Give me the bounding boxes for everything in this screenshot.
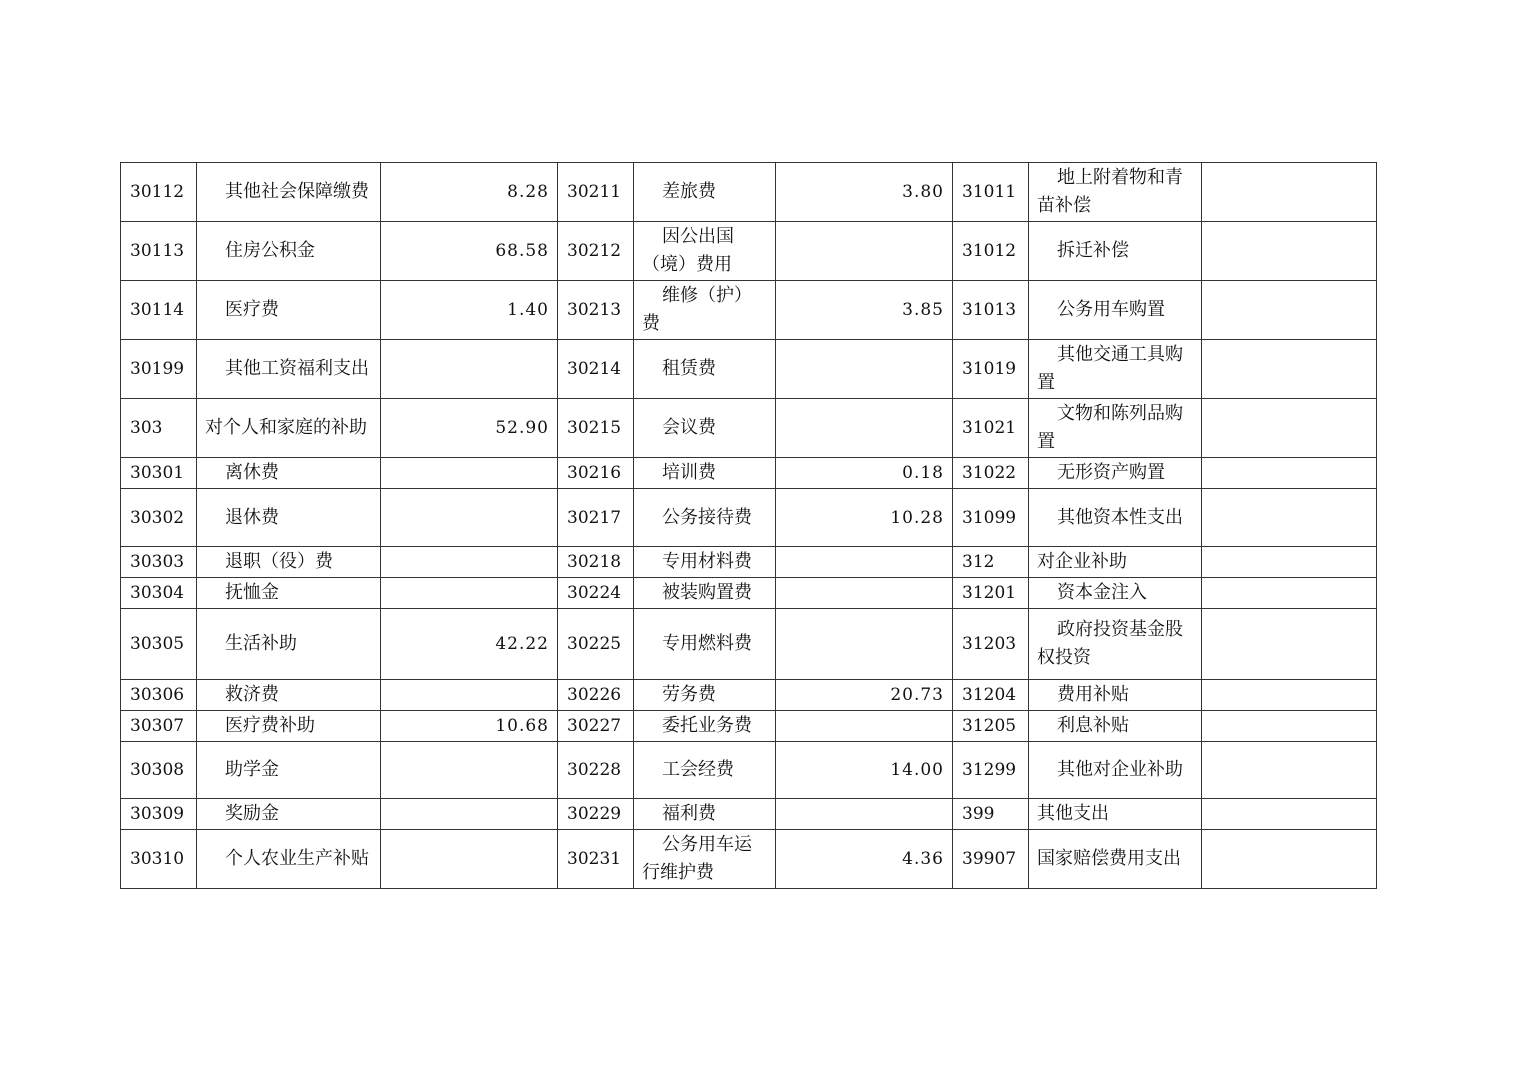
table-row [121, 799, 1377, 830]
account-code-cell: 30217 [558, 489, 634, 547]
account-code-cell: 30306 [121, 680, 197, 711]
account-name-cell [1029, 609, 1202, 680]
account-code-cell: 31201 [953, 578, 1029, 609]
account-name-label: 费用补贴 [1057, 684, 1129, 705]
account-name-label: 利息补贴 [1057, 715, 1129, 736]
account-code-cell: 30224 [558, 578, 634, 609]
account-name-label: 退职（役）费 [225, 551, 333, 572]
account-name-label: 生活补助 [225, 633, 297, 654]
account-code-cell: 30301 [121, 458, 197, 489]
account-name-text [205, 548, 225, 576]
account-name-label: 救济费 [225, 684, 279, 705]
account-name-text [642, 800, 662, 828]
account-name-cell [1029, 489, 1202, 547]
account-code-cell: 30304 [121, 578, 197, 609]
amount-cell [1202, 680, 1377, 711]
account-name-label: 其他社会保障缴费 [225, 181, 369, 202]
account-code-cell: 30216 [558, 458, 634, 489]
account-name-cell [1029, 711, 1202, 742]
table-row [121, 489, 1377, 547]
account-name-cell [634, 578, 776, 609]
account-code-cell: 31099 [953, 489, 1029, 547]
account-code-cell: 30114 [121, 281, 197, 340]
account-name-text [1037, 756, 1057, 784]
amount-cell [381, 489, 558, 547]
amount-cell: 3.80 [776, 163, 953, 222]
account-name-label: 地上附着物和青苗补偿 [1037, 167, 1183, 216]
account-name-text [1037, 579, 1057, 607]
amount-cell [1202, 458, 1377, 489]
amount-cell [381, 830, 558, 889]
amount-cell: 1.40 [381, 281, 558, 340]
account-code-cell: 31203 [953, 609, 1029, 680]
amount-cell: 20.73 [776, 680, 953, 711]
account-name-text [642, 459, 662, 487]
account-code-cell: 30231 [558, 830, 634, 889]
account-name-text [1037, 237, 1057, 265]
account-name-label: 会议费 [662, 417, 716, 438]
account-name-cell [197, 742, 381, 799]
account-code-cell: 30211 [558, 163, 634, 222]
account-name-text [205, 296, 225, 324]
account-name-cell [197, 711, 381, 742]
account-name-label: 国家赔偿费用支出 [1037, 848, 1181, 869]
amount-cell [1202, 281, 1377, 340]
account-name-cell [1029, 340, 1202, 399]
account-code-cell: 30215 [558, 399, 634, 458]
account-name-cell [1029, 578, 1202, 609]
table-body [121, 163, 1377, 889]
account-code-cell: 31013 [953, 281, 1029, 340]
account-name-label: 差旅费 [662, 181, 716, 202]
account-name-text [1037, 616, 1057, 644]
account-code-cell: 31011 [953, 163, 1029, 222]
account-name-cell [1029, 399, 1202, 458]
account-name-cell [634, 711, 776, 742]
account-name-label: 委托业务费 [662, 715, 752, 736]
account-name-cell [197, 458, 381, 489]
account-name-text [642, 630, 662, 658]
account-name-cell [1029, 547, 1202, 578]
account-name-text [642, 178, 662, 206]
table-row [121, 222, 1377, 281]
account-name-label: 医疗费补助 [225, 715, 315, 736]
account-name-cell [1029, 680, 1202, 711]
account-code-cell: 31205 [953, 711, 1029, 742]
amount-cell: 42.22 [381, 609, 558, 680]
amount-cell [776, 609, 953, 680]
account-name-text [205, 845, 225, 873]
account-name-cell [197, 547, 381, 578]
table-row [121, 711, 1377, 742]
account-code-cell: 30302 [121, 489, 197, 547]
account-name-text [642, 355, 662, 383]
account-name-label: 无形资产购置 [1057, 462, 1165, 483]
account-name-label: 其他资本性支出 [1057, 506, 1183, 528]
amount-cell [776, 547, 953, 578]
account-code-cell: 30228 [558, 742, 634, 799]
account-name-text [1037, 459, 1057, 487]
table-row [121, 742, 1377, 799]
account-name-cell [1029, 163, 1202, 222]
amount-cell [1202, 742, 1377, 799]
account-name-cell [634, 547, 776, 578]
amount-cell: 10.28 [776, 489, 953, 547]
account-name-label: 资本金注入 [1057, 582, 1147, 603]
account-name-label: 政府投资基金股权投资 [1037, 619, 1183, 668]
account-name-label: 因公出国（境）费用 [642, 226, 734, 275]
account-name-text [1037, 341, 1057, 369]
account-code-cell: 30303 [121, 547, 197, 578]
amount-cell [381, 547, 558, 578]
account-name-cell [197, 609, 381, 680]
account-name-text [642, 756, 662, 784]
account-name-label: 公务用车购置 [1057, 299, 1165, 320]
amount-cell [1202, 340, 1377, 399]
account-name-label: 公务接待费 [662, 506, 752, 528]
table-row [121, 281, 1377, 340]
account-name-label: 租赁费 [662, 358, 716, 379]
account-name-text [205, 712, 225, 740]
account-code-cell: 30112 [121, 163, 197, 222]
account-name-cell [634, 281, 776, 340]
account-name-cell [1029, 799, 1202, 830]
account-code-cell: 31021 [953, 399, 1029, 458]
account-name-cell [634, 458, 776, 489]
account-name-text [1037, 712, 1057, 740]
account-name-label: 医疗费 [225, 299, 279, 320]
table-row [121, 578, 1377, 609]
amount-cell [776, 578, 953, 609]
table-row [121, 399, 1377, 458]
amount-cell: 52.90 [381, 399, 558, 458]
amount-cell: 8.28 [381, 163, 558, 222]
account-name-label: 住房公积金 [225, 240, 315, 261]
amount-cell [381, 680, 558, 711]
account-name-label: 劳务费 [662, 684, 716, 705]
account-code-cell: 39907 [953, 830, 1029, 889]
account-name-cell [1029, 742, 1202, 799]
account-code-cell: 30213 [558, 281, 634, 340]
account-code-cell: 30227 [558, 711, 634, 742]
account-code-cell: 30225 [558, 609, 634, 680]
account-name-text [205, 178, 225, 206]
account-code-cell: 30212 [558, 222, 634, 281]
account-name-text [1037, 504, 1057, 532]
amount-cell [1202, 609, 1377, 680]
account-name-label: 拆迁补偿 [1057, 240, 1129, 261]
account-code-cell: 30214 [558, 340, 634, 399]
amount-cell [1202, 547, 1377, 578]
account-name-cell [634, 830, 776, 889]
account-name-text [642, 712, 662, 740]
account-name-text [642, 414, 662, 442]
account-name-text [205, 630, 225, 658]
account-code-cell: 30229 [558, 799, 634, 830]
account-name-cell [634, 399, 776, 458]
account-name-cell [197, 680, 381, 711]
account-name-label: 工会经费 [662, 759, 734, 780]
account-code-cell: 30226 [558, 680, 634, 711]
account-name-cell [1029, 458, 1202, 489]
account-name-text [205, 459, 225, 487]
table-row [121, 830, 1377, 889]
account-name-label: 其他工资福利支出 [225, 358, 369, 379]
account-code-cell: 303 [121, 399, 197, 458]
account-name-cell [634, 609, 776, 680]
amount-cell [776, 799, 953, 830]
account-code-cell: 30305 [121, 609, 197, 680]
account-name-text [205, 237, 225, 265]
account-name-cell [197, 399, 381, 458]
amount-cell [381, 742, 558, 799]
amount-cell: 3.85 [776, 281, 953, 340]
amount-cell [1202, 830, 1377, 889]
account-name-text [1037, 400, 1057, 428]
table-row [121, 680, 1377, 711]
account-name-cell [634, 742, 776, 799]
account-code-cell: 30308 [121, 742, 197, 799]
account-name-text [205, 355, 225, 383]
account-name-cell [197, 799, 381, 830]
account-name-cell [634, 680, 776, 711]
account-name-label: 助学金 [225, 759, 279, 780]
amount-cell [1202, 489, 1377, 547]
account-code-cell: 30307 [121, 711, 197, 742]
amount-cell [1202, 578, 1377, 609]
account-code-cell: 312 [953, 547, 1029, 578]
account-name-text [205, 681, 225, 709]
amount-cell [776, 340, 953, 399]
account-code-cell: 399 [953, 799, 1029, 830]
account-name-label: 其他对企业补助 [1057, 759, 1183, 780]
account-name-text [642, 504, 662, 532]
table-row [121, 340, 1377, 399]
account-code-cell: 30218 [558, 547, 634, 578]
account-name-label: 被装购置费 [662, 582, 752, 603]
account-name-cell [634, 799, 776, 830]
account-name-label: 对个人和家庭的补助 [205, 417, 367, 438]
table-row [121, 609, 1377, 680]
account-name-label: 专用燃料费 [662, 633, 752, 654]
amount-cell [381, 578, 558, 609]
account-name-cell [197, 830, 381, 889]
account-code-cell: 30310 [121, 830, 197, 889]
account-name-text [1037, 681, 1057, 709]
account-name-label: 维修（护）费 [642, 285, 752, 334]
account-code-cell: 31019 [953, 340, 1029, 399]
account-code-cell: 31012 [953, 222, 1029, 281]
amount-cell [381, 340, 558, 399]
amount-cell [776, 222, 953, 281]
account-name-text [642, 548, 662, 576]
amount-cell: 14.00 [776, 742, 953, 799]
account-name-cell [634, 222, 776, 281]
budget-expenditure-table [120, 162, 1377, 889]
account-name-label: 抚恤金 [225, 582, 279, 603]
amount-cell [381, 799, 558, 830]
account-name-cell [197, 578, 381, 609]
account-name-cell [1029, 222, 1202, 281]
account-name-text [205, 756, 225, 784]
account-name-cell [1029, 830, 1202, 889]
account-name-cell [197, 281, 381, 340]
amount-cell [1202, 399, 1377, 458]
account-name-text [642, 223, 662, 251]
amount-cell [1202, 163, 1377, 222]
table-row [121, 163, 1377, 222]
account-name-label: 公务用车运行维护费 [642, 834, 752, 883]
amount-cell [776, 399, 953, 458]
account-code-cell: 30113 [121, 222, 197, 281]
account-name-text [1037, 296, 1057, 324]
table-row [121, 547, 1377, 578]
account-code-cell: 31204 [953, 680, 1029, 711]
amount-cell [1202, 222, 1377, 281]
account-name-label: 退休费 [225, 506, 279, 528]
account-name-label: 个人农业生产补贴 [225, 848, 369, 869]
account-code-cell: 30309 [121, 799, 197, 830]
amount-cell [776, 711, 953, 742]
amount-cell: 4.36 [776, 830, 953, 889]
account-name-text [642, 579, 662, 607]
account-name-label: 对企业补助 [1037, 551, 1127, 572]
account-name-text [205, 800, 225, 828]
account-name-cell [634, 489, 776, 547]
account-name-label: 其他交通工具购置 [1037, 344, 1183, 393]
account-name-label: 福利费 [662, 803, 716, 824]
account-name-label: 离休费 [225, 462, 279, 483]
account-name-text [1037, 164, 1057, 192]
account-name-cell [634, 163, 776, 222]
account-name-cell [1029, 281, 1202, 340]
table-row [121, 458, 1377, 489]
account-name-text [205, 579, 225, 607]
account-name-label: 培训费 [662, 462, 716, 483]
account-code-cell: 31022 [953, 458, 1029, 489]
account-name-label: 其他支出 [1037, 803, 1109, 824]
account-name-text [642, 831, 662, 859]
amount-cell [1202, 799, 1377, 830]
account-code-cell: 31299 [953, 742, 1029, 799]
account-name-cell [197, 340, 381, 399]
amount-cell: 68.58 [381, 222, 558, 281]
account-name-cell [634, 340, 776, 399]
amount-cell: 0.18 [776, 458, 953, 489]
account-name-text [642, 282, 662, 310]
account-name-label: 文物和陈列品购置 [1037, 403, 1183, 452]
amount-cell: 10.68 [381, 711, 558, 742]
amount-cell [1202, 711, 1377, 742]
account-name-cell [197, 222, 381, 281]
account-name-cell [197, 163, 381, 222]
account-name-label: 专用材料费 [662, 551, 752, 572]
account-name-text [205, 504, 225, 532]
account-code-cell: 30199 [121, 340, 197, 399]
account-name-cell [197, 489, 381, 547]
account-name-label: 奖励金 [225, 803, 279, 824]
account-name-text [642, 681, 662, 709]
amount-cell [381, 458, 558, 489]
